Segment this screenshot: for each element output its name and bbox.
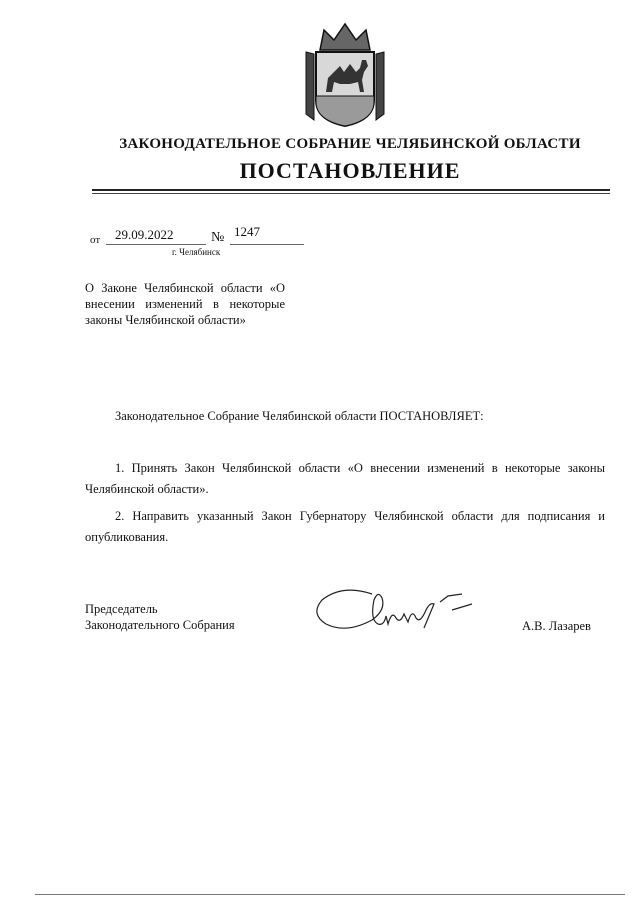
resolution-item: 2. Направить указанный Закон Губернатору Челябинской области для подписания и опубликования.	[85, 509, 605, 544]
number-sign: №	[211, 230, 225, 245]
number-underline	[230, 244, 304, 245]
document-number: 1247	[234, 224, 260, 239]
header-rule-thin	[92, 193, 610, 194]
document-type: ПОСТАНОВЛЕНИЕ	[239, 158, 461, 183]
date-label: от	[90, 234, 101, 246]
handwritten-signature	[312, 580, 482, 640]
city: г. Челябинск	[172, 247, 221, 257]
document-subject: О Законе Челябинской области «О внесении изменений в некоторые законы Челябинской области»	[85, 281, 285, 327]
organization-name: ЗАКОНОДАТЕЛЬНОЕ СОБРАНИЕ ЧЕЛЯБИНСКОЙ ОБЛАСТИ	[119, 136, 581, 152]
header-rule	[92, 189, 610, 191]
signatory-name: А.В. Лазарев	[522, 619, 591, 633]
document-date: 29.09.2022	[115, 227, 174, 242]
footer-rule	[35, 894, 625, 895]
resolution-item: 1. Принять Закон Челябинской области «О внесении изменений в некоторые законы Челябинской области».	[85, 461, 605, 496]
preamble: Законодательное Собрание Челябинской области ПОСТАНОВЛЯЕТ:	[115, 409, 484, 423]
date-underline	[106, 244, 206, 245]
signatory-title-line: Законодательного Собрания	[85, 618, 235, 632]
signatory-title-line: Председатель	[85, 602, 158, 616]
coat-of-arms-icon	[300, 22, 390, 130]
signatory-title	[85, 601, 235, 633]
